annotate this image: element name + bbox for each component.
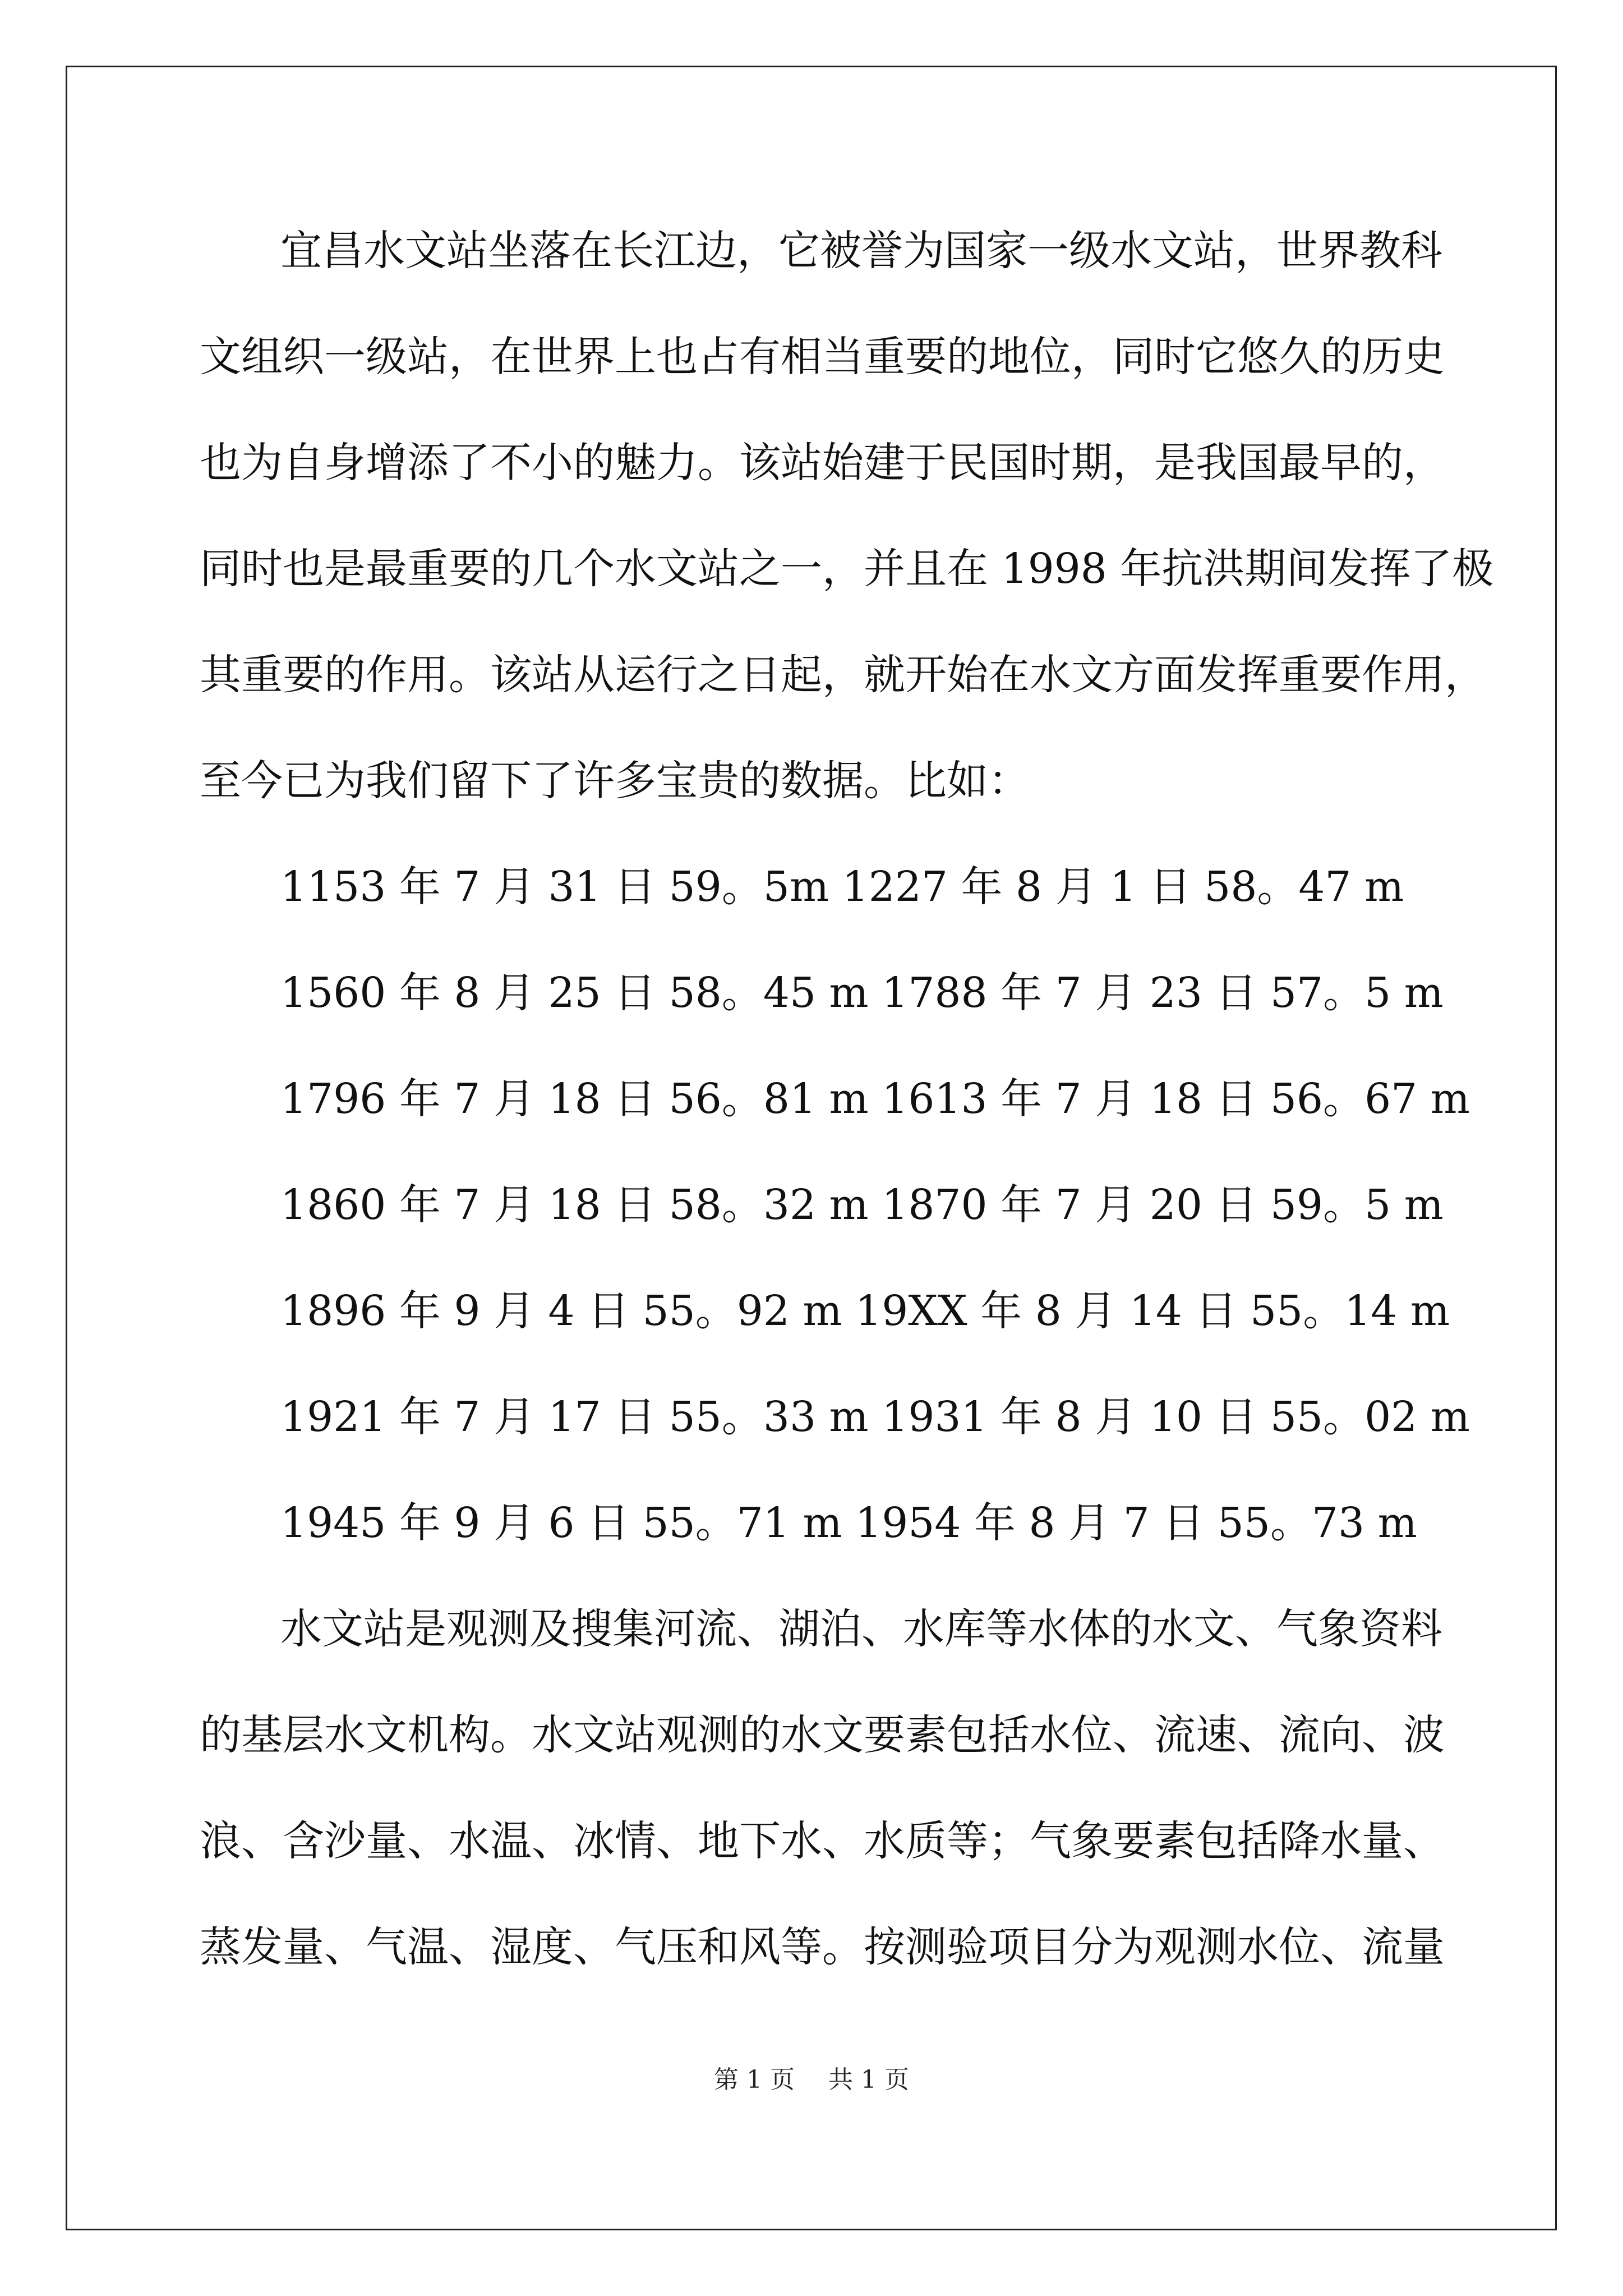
paragraph-line: 宜昌水文站坐落在长江边，它被誉为国家一级水文站，世界教科: [280, 227, 1442, 275]
record-line: 1896 年 9 月 4 日 55。92 m 19XX 年 8 月 14 日 55。14 m: [280, 1287, 1450, 1335]
record-line: 1153 年 7 月 31 日 59。5m 1227 年 8 月 1 日 58。47 m: [280, 863, 1404, 911]
page-number: 第 1 页: [714, 2065, 795, 2094]
record-line: 1945 年 9 月 6 日 55。71 m 1954 年 8 月 7 日 55。73 m: [280, 1499, 1417, 1547]
paragraph-line: 也为自身增添了不小的魅力。该站始建于民国时期，是我国最早的，: [200, 439, 1445, 487]
paragraph-line: 水文站是观测及搜集河流、湖泊、水库等水体的水文、气象资料: [280, 1605, 1442, 1653]
document-body: [200, 209, 1494, 2011]
record-line: 1796 年 7 月 18 日 56。81 m 1613 年 7 月 18 日 56。67 m: [280, 1075, 1470, 1123]
paragraph-line: 文组织一级站，在世界上也占有相当重要的地位，同时它悠久的历史: [200, 333, 1445, 381]
paragraph-line: 其重要的作用。该站从运行之日起，就开始在水文方面发挥重要作用，: [200, 651, 1486, 699]
paragraph-line: 蒸发量、气温、湿度、气压和风等。按测验项目分为观测水位、流量: [200, 1923, 1445, 1971]
paragraph-line: 的基层水文机构。水文站观测的水文要素包括水位、流速、流向、波: [200, 1711, 1445, 1759]
paragraph-line: 至今已为我们留下了许多宝贵的数据。比如：: [200, 757, 1030, 805]
paragraph-line: 浪、含沙量、水温、冰情、地下水、水质等；气象要素包括降水量、: [200, 1817, 1445, 1865]
record-line: 1860 年 7 月 18 日 58。32 m 1870 年 7 月 20 日 59。5 m: [280, 1181, 1444, 1229]
paragraph-line: 同时也是最重要的几个水文站之一，并且在 1998 年抗洪期间发挥了极: [200, 545, 1494, 593]
page-footer: [0, 2063, 1623, 2097]
record-line: 1921 年 7 月 17 日 55。33 m 1931 年 8 月 10 日 55。02 m: [280, 1393, 1470, 1441]
record-line: 1560 年 8 月 25 日 58。45 m 1788 年 7 月 23 日 57。5 m: [280, 969, 1444, 1017]
page-total: 共 1 页: [828, 2065, 909, 2094]
